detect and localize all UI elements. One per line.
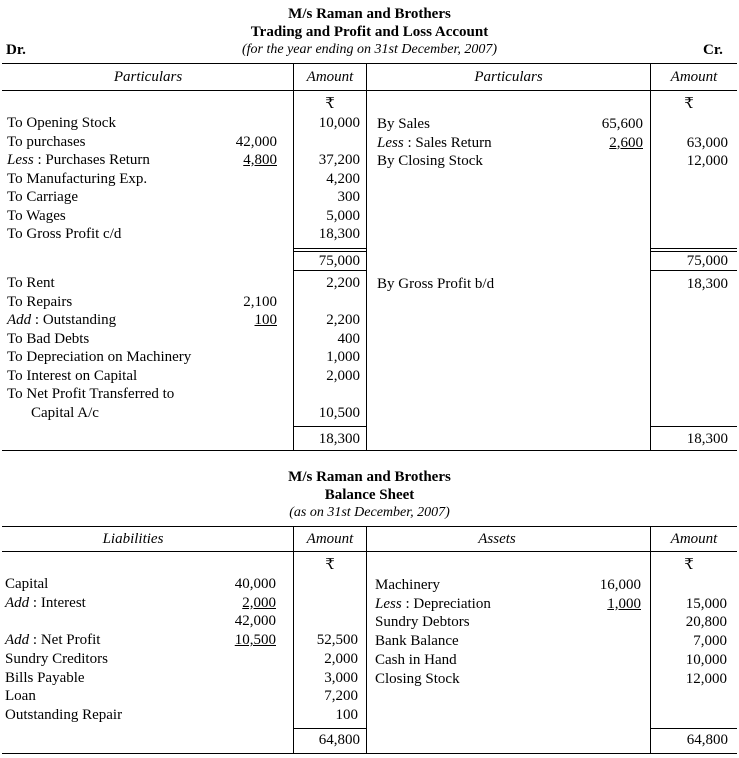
header-assets: Assets [478,531,516,547]
balance-period: (as on 31st December, 2007) [289,505,450,520]
row-label [7,172,147,187]
row-label [375,615,470,630]
row-label [5,652,108,667]
row-label [375,634,459,649]
row-label [375,653,457,668]
row-prefix: Add [7,312,32,328]
row-text: By Gross Profit b/d [377,276,495,292]
row-label [5,671,85,686]
row-amount: 18,300 [686,276,728,292]
total-2-right: 18,300 [686,431,728,447]
row-subamount: 16,000 [599,577,641,593]
row-text: To Depreciation on Machinery [7,349,192,365]
row-amount: 1,000 [326,349,360,365]
trading-period: (for the year ending on 31st December, 2007) [241,42,498,57]
row-label [5,577,48,592]
row-amount: 2,200 [326,275,360,291]
row-text: To Wages [7,207,66,224]
row-subamount: 2,000 [242,594,276,611]
row-label [7,332,89,347]
row-amount: 300 [337,189,360,205]
row-amount: 2,000 [324,650,358,667]
row-label [7,135,86,150]
row-label [7,153,150,168]
row-amount: 3,000 [324,669,358,686]
row-label [377,136,492,151]
row-text: To Carriage [7,189,79,205]
row-subamount: 1,000 [607,595,641,612]
row-amount: 10,500 [318,404,360,421]
row-text: To Opening Stock [7,115,116,131]
row-text: Cash in Hand [375,651,457,668]
row-text: To purchases [7,133,86,150]
row-amount: 12,000 [685,670,727,687]
row-label [375,578,440,593]
row-label [377,277,494,292]
row-amount: 12,000 [686,153,728,169]
row-text: : Sales Return [403,134,492,151]
dr-label: Dr. [6,42,26,58]
row-label [31,406,99,421]
row-amount: 100 [335,706,358,723]
row-text: : Outstanding [31,312,117,328]
row-amount: 10,000 [685,651,727,668]
row-text: To Gross Profit c/d [7,226,122,242]
row-text: : Net Profit [29,632,101,649]
row-text: By Sales [377,116,430,132]
header-liabilities: Liabilities [102,531,164,547]
row-label [7,190,78,205]
row-prefix: Less [375,595,402,612]
row-amount: 5,000 [326,207,360,224]
row-subamount: 10,500 [234,632,276,649]
bs-total-left: 64,800 [318,732,360,748]
row-subamount: 42,000 [234,613,276,630]
row-label [7,116,116,131]
row-text: By Closing Stock [377,153,483,169]
row-text: Sundry Creditors [5,650,108,667]
row-label [377,154,483,169]
row-label [5,596,86,611]
currency-left: ₹ [325,96,335,112]
row-label [5,633,100,648]
total-1-left: 75,000 [318,253,360,269]
row-text: Closing Stock [375,670,460,687]
row-label [7,369,137,384]
row-text: Sundry Debtors [375,614,470,631]
cr-label: Cr. [703,42,723,58]
row-label [7,209,66,224]
row-label [377,117,430,132]
row-subamount: 42,000 [235,133,277,150]
trading-subtitle: Trading and Profit and Loss Account [250,24,489,40]
row-prefix: Less [377,134,404,151]
row-label [5,689,36,704]
row-text: Machinery [375,577,440,593]
row-text: Capital A/c [31,404,99,421]
row-amount: 7,000 [693,633,727,650]
row-text: To Repairs [7,293,73,310]
row-amount: 52,500 [316,632,358,649]
row-text: : Depreciation [401,595,491,612]
total-1-right: 75,000 [686,253,728,269]
row-text: Bank Balance [375,633,459,650]
row-label [7,227,121,242]
row-label [7,313,116,328]
row-amount: 63,000 [686,134,728,151]
row-prefix: Add [5,594,30,611]
row-amount: 37,200 [318,152,360,168]
row-subamount: 40,000 [234,576,276,592]
row-amount: 15,000 [685,595,727,612]
balance-subtitle: Balance Sheet [324,487,415,503]
row-label [7,295,72,310]
total-2-left: 18,300 [318,431,360,447]
row-subamount: 65,600 [601,116,643,132]
header-amount-left: Amount [306,69,354,85]
row-amount: 400 [337,330,360,347]
header-amount-right: Amount [670,69,718,85]
row-text: Capital [5,576,49,592]
row-subamount: 100 [254,312,277,328]
row-prefix: Less [7,152,34,168]
bs-currency-left: ₹ [325,557,335,573]
row-amount: 4,200 [326,170,360,187]
row-subamount: 4,800 [243,152,277,168]
row-label [7,276,55,291]
row-label [375,672,460,687]
row-text: To Manufacturing Exp. [7,170,148,187]
trading-title: M/s Raman and Brothers [288,6,451,22]
row-text: Bills Payable [5,669,85,686]
row-label [7,350,191,365]
row-amount: 20,800 [685,614,727,631]
row-amount: 7,200 [324,688,358,705]
row-amount: 18,300 [318,226,360,242]
row-text: To Bad Debts [7,330,90,347]
row-text: To Interest on Capital [7,367,138,384]
row-prefix: Add [5,632,30,649]
header-bs-amount-right: Amount [670,531,718,547]
row-text: : Interest [29,594,86,611]
balance-title: M/s Raman and Brothers [288,469,451,485]
row-text: To Rent [7,275,55,291]
row-text: : Purchases Return [33,152,150,168]
header-bs-amount-left: Amount [306,531,354,547]
row-label [375,597,491,612]
row-subamount: 2,100 [243,293,277,310]
row-subamount: 2,600 [609,134,643,151]
row-text: Loan [5,688,36,705]
currency-right: ₹ [684,96,694,112]
row-text: Outstanding Repair [5,706,123,723]
row-amount: 2,000 [326,367,360,384]
header-particulars-left: Particulars [113,69,183,85]
bs-currency-right: ₹ [684,557,694,573]
bs-total-right: 64,800 [686,732,728,748]
row-label [7,387,174,402]
header-particulars-right: Particulars [474,69,543,85]
row-amount: 2,200 [326,312,360,328]
row-text: To Net Profit Transferred to [7,386,175,402]
row-label [5,708,122,723]
row-amount: 10,000 [318,115,360,131]
